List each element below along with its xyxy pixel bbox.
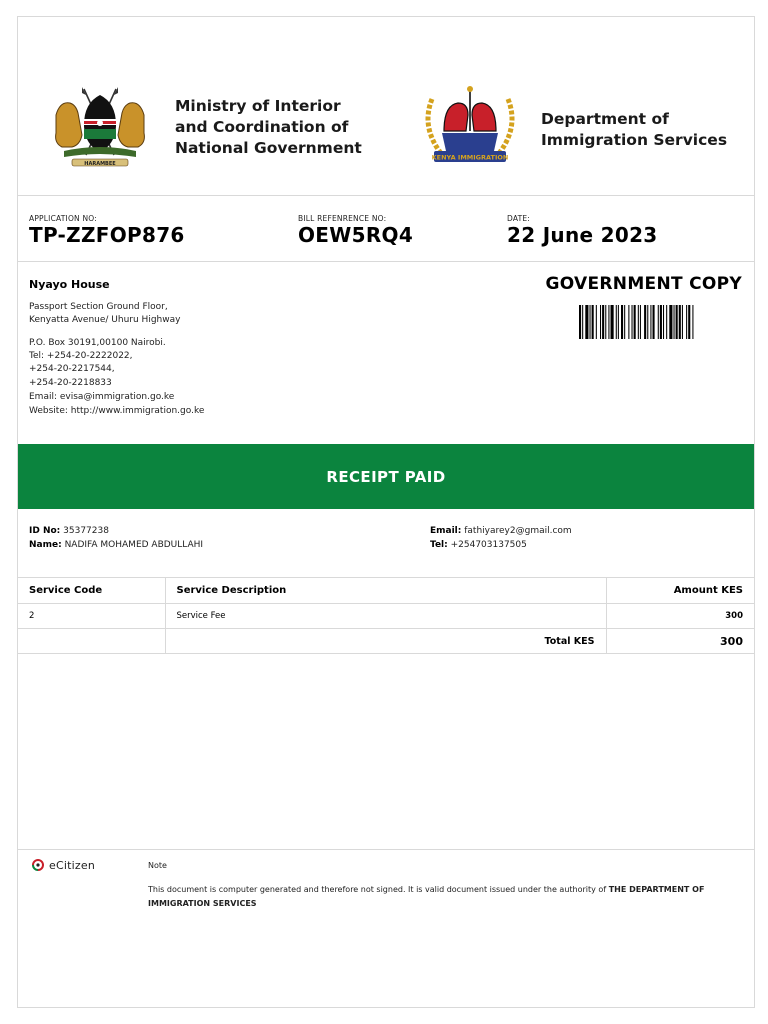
total-empty-cell (18, 629, 165, 654)
application-no-value: TP-ZZFOP876 (29, 223, 185, 247)
address-email: Email: evisa@immigration.go.ke (29, 392, 175, 402)
name-value: NADIFA MOHAMED ABDULLAHI (64, 540, 204, 550)
id-label: ID No: (29, 526, 61, 536)
name-label: Name: (29, 540, 62, 550)
kenya-immigration-emblem-icon (418, 83, 522, 169)
department-title: Department of Immigration Services (541, 110, 728, 149)
address-line-2: Kenyatta Avenue/ Uhuru Highway (29, 315, 181, 325)
col-header-service-description: Service Description (165, 578, 606, 604)
note-body (148, 883, 744, 911)
date-label: DATE: (507, 214, 531, 223)
id-number (29, 524, 109, 538)
amount-cell: 300 (606, 604, 754, 629)
address-po-box: P.O. Box 30191,00100 Nairobi. (29, 338, 166, 348)
address-tel-3: +254-20-2218833 (29, 378, 112, 388)
customer-email (430, 524, 572, 538)
copy-label: GOVERNMENT COPY (545, 274, 742, 294)
coat-of-arms-motto: HARAMBEE (84, 161, 116, 167)
customer-name (29, 538, 203, 552)
date-value: 22 June 2023 (507, 223, 658, 247)
table-header-row (18, 578, 754, 604)
tel-label: Tel: (430, 540, 448, 550)
id-value: 35377238 (63, 526, 109, 536)
service-code-cell: 2 (18, 604, 165, 629)
info-divider (18, 261, 754, 262)
col-header-amount: Amount KES (606, 578, 754, 604)
col-header-service-code: Service Code (18, 578, 165, 604)
footer-divider (18, 849, 754, 850)
tel-value: +254703137505 (450, 540, 527, 550)
table-row (18, 604, 754, 629)
services-table (18, 577, 754, 654)
address-line-1: Passport Section Ground Floor, (29, 302, 168, 312)
address-website: Website: http://www.immigration.go.ke (29, 406, 205, 416)
total-row (18, 629, 754, 654)
immigration-emblem-text: KENYA IMMIGRATION (431, 153, 509, 162)
header-divider (18, 195, 754, 196)
ecitizen-brand-text: eCitizen (49, 858, 95, 872)
note-authority: THE DEPARTMENT OF IMMIGRATION SERVICES (148, 885, 705, 908)
ministry-title: Ministry of Interior and Coordination of National Government (175, 97, 362, 157)
ecitizen-logo-icon (30, 857, 46, 873)
ecitizen-logo (30, 857, 95, 873)
kenya-coat-of-arms-icon (50, 85, 150, 169)
address-tel-1: Tel: +254-20-2222022, (29, 351, 133, 361)
receipt-document (17, 16, 755, 1008)
receipt-status-banner (18, 444, 754, 509)
email-value: fathiyarey2@gmail.com (464, 526, 572, 536)
total-label: Total KES (165, 629, 606, 654)
note-title: Note (148, 861, 167, 870)
customer-tel (430, 538, 527, 552)
service-description-cell: Service Fee (165, 604, 606, 629)
application-no-label: APPLICATION NO: (29, 214, 97, 223)
email-label: Email: (430, 526, 462, 536)
address-tel-2: +254-20-2217544, (29, 364, 115, 374)
barcode-icon (579, 305, 737, 339)
note-text: This document is computer generated and therefore not signed. It is valid document issued under the authority of (148, 885, 609, 894)
office-name: Nyayo House (29, 278, 110, 291)
bill-reference-value: OEW5RQ4 (298, 223, 414, 247)
total-value: 300 (606, 629, 754, 654)
bill-reference-label: BILL REFENRENCE NO: (298, 214, 387, 223)
receipt-status-text: RECEIPT PAID (326, 467, 446, 486)
